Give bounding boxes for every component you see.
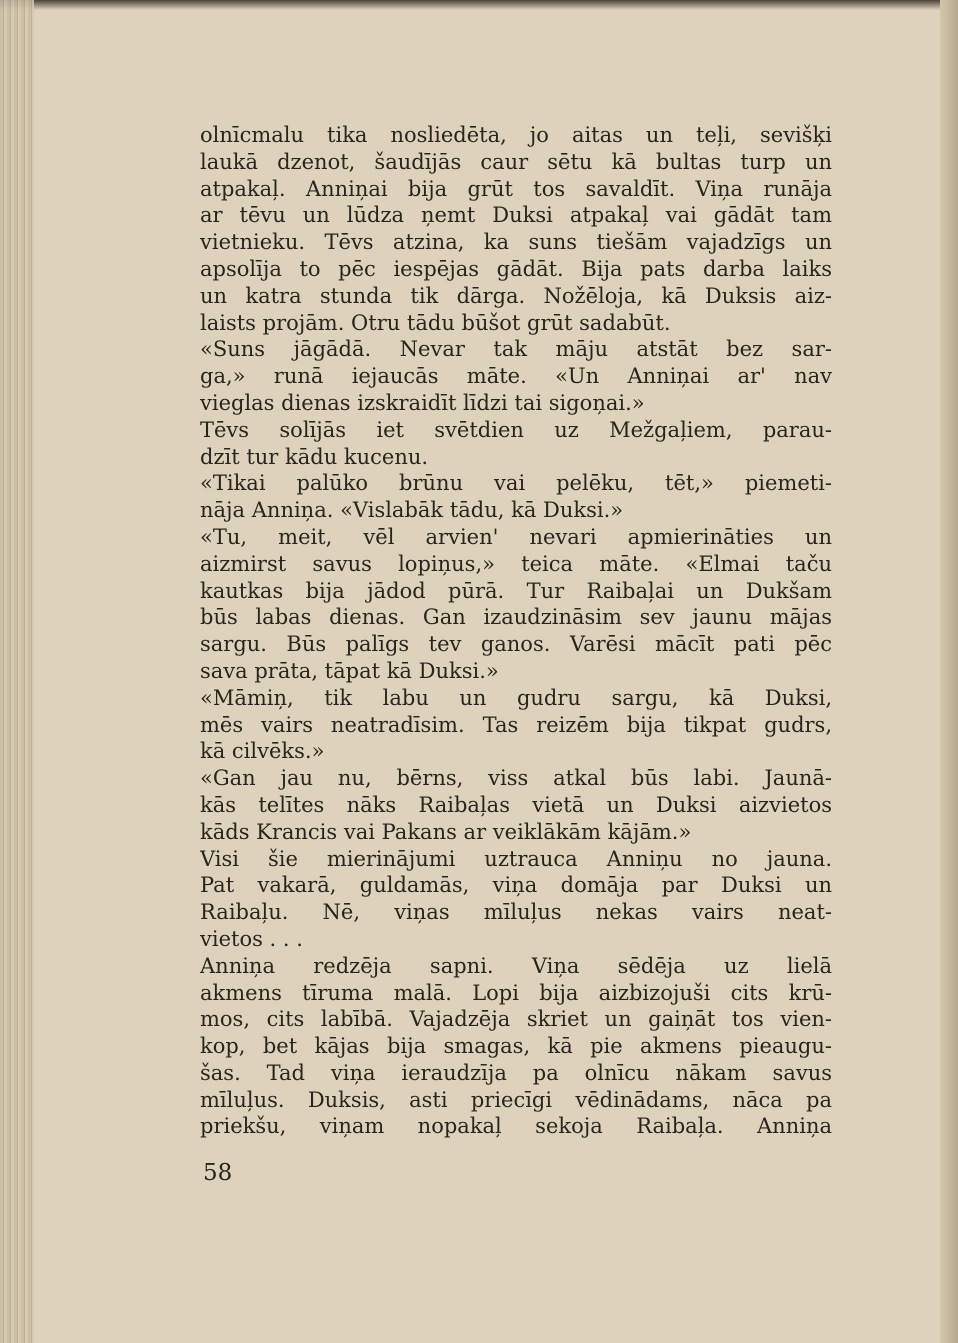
text-line: būs labas dienas. Gan izaudzināsim sev jaunu mājas (200, 605, 832, 630)
text-line: kāds Krancis vai Pakans ar veiklākām kājām.» (200, 819, 692, 844)
text-line: aizmirst savus lopiņus,» teica māte. «Elmai taču (200, 551, 832, 576)
text-line: sava prāta, tāpat kā Duksi.» (200, 658, 499, 683)
page-edges-left (0, 0, 34, 1343)
text-line: nāja Anniņa. «Vislabāk tādu, kā Duksi.» (200, 498, 624, 523)
text-line: kā cilvēks.» (200, 739, 325, 764)
text-line: vieglas dienas izskraidīt līdzi tai sigoņai.» (200, 390, 645, 415)
text-line: «Gan jau nu, bērns, viss atkal būs labi. Jaunā- (200, 766, 832, 791)
text-line: priekšu, viņam nopakaļ sekoja Raibaļa. Anniņa (200, 1114, 832, 1139)
text-line: laists projām. Otru tādu būšot grūt sadabūt. (200, 310, 671, 335)
text-line: atpakaļ. Anniņai bija grūt tos savaldīt. Viņa runāja (200, 176, 832, 201)
text-line: «Tu, meit, vēl arvien' nevari apmierināties un (200, 524, 832, 549)
text-line: ar tēvu un lūdza ņemt Duksi atpakaļ vai gādāt tam (200, 203, 832, 228)
text-line: kop, bet kājas bija smagas, kā pie akmens pieaugu- (200, 1034, 832, 1059)
page-edge-right (940, 0, 958, 1343)
text-line: un katra stunda tik dārga. Nožēloja, kā Duksis aiz- (200, 283, 832, 308)
text-line: Pat vakarā, guldamās, viņa domāja par Duksi un (200, 873, 832, 898)
text-line: «Māmiņ, tik labu un gudru sargu, kā Duksi, (200, 685, 832, 710)
text-line: dzīt tur kādu kucenu. (200, 444, 429, 469)
text-line: olnīcmalu tika nosliedēta, jo aitas un teļi, sevišķi (200, 123, 832, 147)
text-line: vietos . . . (200, 926, 303, 951)
text-line: Visi šie mierinājumi uztrauca Anniņu no jauna. (200, 846, 832, 871)
text-line: kās telītes nāks Raibaļas vietā un Duksi aizvietos (200, 792, 832, 817)
text-line: ga,» runā iejaucās māte. «Un Anniņai ar' nav (200, 364, 832, 389)
text-line: šas. Tad viņa ieraudzīja pa olnīcu nākam savus (200, 1060, 832, 1085)
text-line: laukā dzenot, šaudījās caur sētu kā bultas turp un (200, 149, 832, 174)
text-line: Anniņa redzēja sapni. Viņa sēdēja uz lielā (200, 953, 832, 978)
text-line: Tēvs solījās iet svētdien uz Mežgaļiem, parau- (200, 417, 832, 442)
text-line: kautkas bija jādod pūrā. Tur Raibaļai un Dukšam (200, 578, 832, 603)
text-line: Raibaļu. Nē, viņas mīluļus nekas vairs neat- (200, 900, 832, 925)
text-line: apsolīja to pēc iespējas gādāt. Bija pats darba laiks (200, 256, 832, 281)
text-line: sargu. Būs palīgs tev ganos. Varēsi mācīt pati pēc (200, 632, 832, 657)
text-line: «Tikai palūko brūnu vai pelēku, tēt,» piemeti- (200, 471, 832, 496)
body-text (200, 122, 832, 1140)
text-line: mēs vairs neatradīsim. Tas reizēm bija tikpat gudrs, (200, 712, 832, 737)
text-line: mos, cits labībā. Vajadzēja skriet un gaiņāt tos vien- (200, 1007, 832, 1032)
text-line: vietnieku. Tēvs atzina, ka suns tiešām vajadzīgs un (200, 230, 832, 255)
text-line: akmens tīruma malā. Lopi bija aizbizojuši cits krū- (200, 980, 832, 1005)
text-line: «Suns jāgādā. Nevar tak māju atstāt bez sar- (200, 337, 832, 362)
top-shadow (0, 0, 958, 10)
text-line: mīluļus. Duksis, asti priecīgi vēdinādams, nāca pa (200, 1087, 832, 1112)
page-number: 58 (203, 1160, 233, 1186)
